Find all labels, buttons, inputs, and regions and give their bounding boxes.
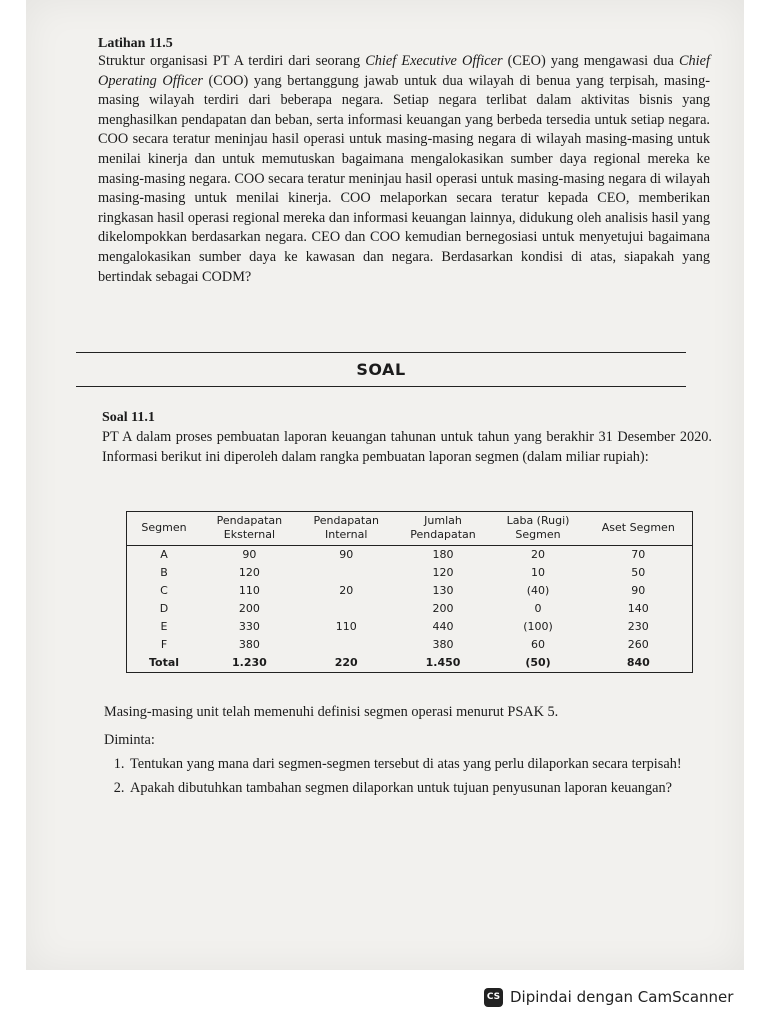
header-laba-rugi: Laba (Rugi) Segmen (491, 512, 584, 546)
table-cell: 120 (238, 566, 260, 579)
table-cell: 110 (238, 584, 260, 597)
table-cell: 90 (339, 548, 354, 561)
total-label: Total (148, 656, 180, 669)
table-cell: 20 (531, 548, 546, 561)
table-cell (298, 636, 395, 654)
scanned-page (26, 0, 744, 970)
table-cell: 180 (432, 548, 454, 561)
exercise-section (98, 36, 710, 287)
exercise-body (98, 52, 710, 287)
table-cell: A (160, 548, 168, 561)
exercise-text-2: (CEO) yang mengawasi dua (502, 53, 679, 69)
camscanner-icon: CS (484, 988, 503, 1007)
table-cell: 330 (238, 620, 260, 633)
camscanner-text: Dipindai dengan CamScanner (510, 988, 734, 1006)
table-cell: D (159, 602, 169, 615)
question-intro: PT A dalam proses pembuatan laporan keuangan tahunan untuk tahun yang berakhir 31 Desember 2020. Informasi berikut ini diperoleh dalam rangka pembuatan laporan segmen (dalam miliar rupiah): (102, 429, 712, 465)
table-cell: 50 (631, 566, 646, 579)
table-cell: 440 (432, 620, 454, 633)
camscanner-footer (484, 986, 733, 1008)
exercise-text-1: Struktur organisasi PT A terdiri dari seorang (98, 53, 366, 69)
table-cell: (40) (526, 584, 550, 597)
table-cell: 140 (627, 602, 649, 615)
table-cell: F (160, 638, 168, 651)
table-row (127, 600, 692, 618)
table-cell: 380 (238, 638, 260, 651)
diminta-label: Diminta: (104, 732, 155, 748)
header-pendapatan-internal: Pendapatan Internal (298, 512, 395, 546)
header-pendapatan-eksternal: Pendapatan Eksternal (201, 512, 298, 546)
exercise-text-ceo-term: Chief Executive Officer (365, 53, 503, 69)
section-banner (76, 348, 686, 390)
table-cell: 10 (531, 566, 546, 579)
question-tasks-section (104, 702, 716, 802)
table-cell: 260 (627, 638, 649, 651)
task-item-2: 2. Apakah dibutuhkan tambahan segmen dilaporkan untuk tujuan penyusunan laporan keuangan? (128, 778, 716, 798)
exercise-text-3: (COO) yang bertanggung jawab untuk dua wilayah di benua yang terpisah, masing-masing wilayah terdiri dari beberapa negara. Setiap negara terlibat dalam aktivitas bisnis yang menghasilkan pendapatan dan beban, serta informasi keuangan yang berbeda tersedia untuk setiap negara. COO secara teratur meninjau hasil operasi untuk masing-masing negara di wilayah masing-masing untuk menilai kinerja dan untuk memutuskan bagaimana mengalokasikan sumber daya regional mereka ke masing-masing negara. COO secara teratur meninjau hasil operasi untuk masing-masing negara di wilayah masing-masing untuk menilai kinerja. COO melaporkan secara teratur kepada CEO, memberikan ringkasan hasil operasi regional mereka dan informasi keuangan lainnya, didukung oleh analisis hasil yang dikelompokkan berdasarkan negara. CEO dan COO kemudian bernegosiasi untuk menyetujui bagaimana mengalokasikan sumber daya ke kawasan dan negara. Berdasarkan kondisi di atas, siapakah yang bertindak sebagai CODM? (98, 72, 710, 285)
header-jumlah-pendapatan: Jumlah Pendapatan (395, 512, 492, 546)
table-row (127, 618, 692, 636)
table-header-row (127, 512, 692, 546)
table-cell: 0 (534, 602, 542, 615)
table-total-row (127, 654, 692, 672)
header-aset-segmen: Aset Segmen (585, 512, 692, 546)
section-heading: SOAL (356, 360, 406, 379)
table-cell: 200 (432, 602, 454, 615)
table-cell: 230 (627, 620, 649, 633)
total-cell: 840 (626, 656, 650, 669)
table-cell (298, 564, 395, 582)
table-cell: 90 (242, 548, 257, 561)
total-cell: 1.450 (425, 656, 461, 669)
table-cell (298, 600, 395, 618)
table-row (127, 636, 692, 654)
total-cell: 1.230 (232, 656, 267, 669)
table-cell: 70 (631, 548, 646, 561)
task-list (104, 754, 716, 798)
table-cell: C (160, 584, 168, 597)
table-cell: 90 (631, 584, 646, 597)
task-item-1: 1. Tentukan yang mana dari segmen-segmen tersebut di atas yang perlu dilaporkan secara terpisah! (128, 754, 716, 774)
question-section (102, 410, 712, 467)
table-cell: 20 (339, 584, 354, 597)
exercise-title: Latihan 11.5 (98, 36, 173, 51)
table-cell: 380 (432, 638, 454, 651)
table-cell: 130 (432, 584, 454, 597)
table-cell: 110 (335, 620, 357, 633)
table-cell: 200 (238, 602, 260, 615)
table-cell: (100) (523, 620, 553, 633)
total-cell: 220 (334, 656, 358, 669)
table-row (127, 582, 692, 600)
table-cell: 120 (432, 566, 454, 579)
rule-top (76, 352, 686, 353)
table-cell: 60 (531, 638, 546, 651)
segment-note: Masing-masing unit telah memenuhi definisi segmen operasi menurut PSAK 5. (104, 704, 559, 720)
table-cell: B (160, 566, 168, 579)
rule-bottom (76, 386, 686, 387)
exercise-text-coo-term: Chief Operating Officer (98, 53, 710, 89)
total-cell: (50) (525, 656, 551, 669)
table-cell: E (160, 620, 168, 633)
table-row (127, 546, 692, 565)
segment-table-grid (127, 512, 692, 672)
segment-table (126, 511, 693, 673)
table-row (127, 564, 692, 582)
header-segmen: Segmen (127, 512, 201, 546)
question-title: Soal 11.1 (102, 410, 155, 425)
